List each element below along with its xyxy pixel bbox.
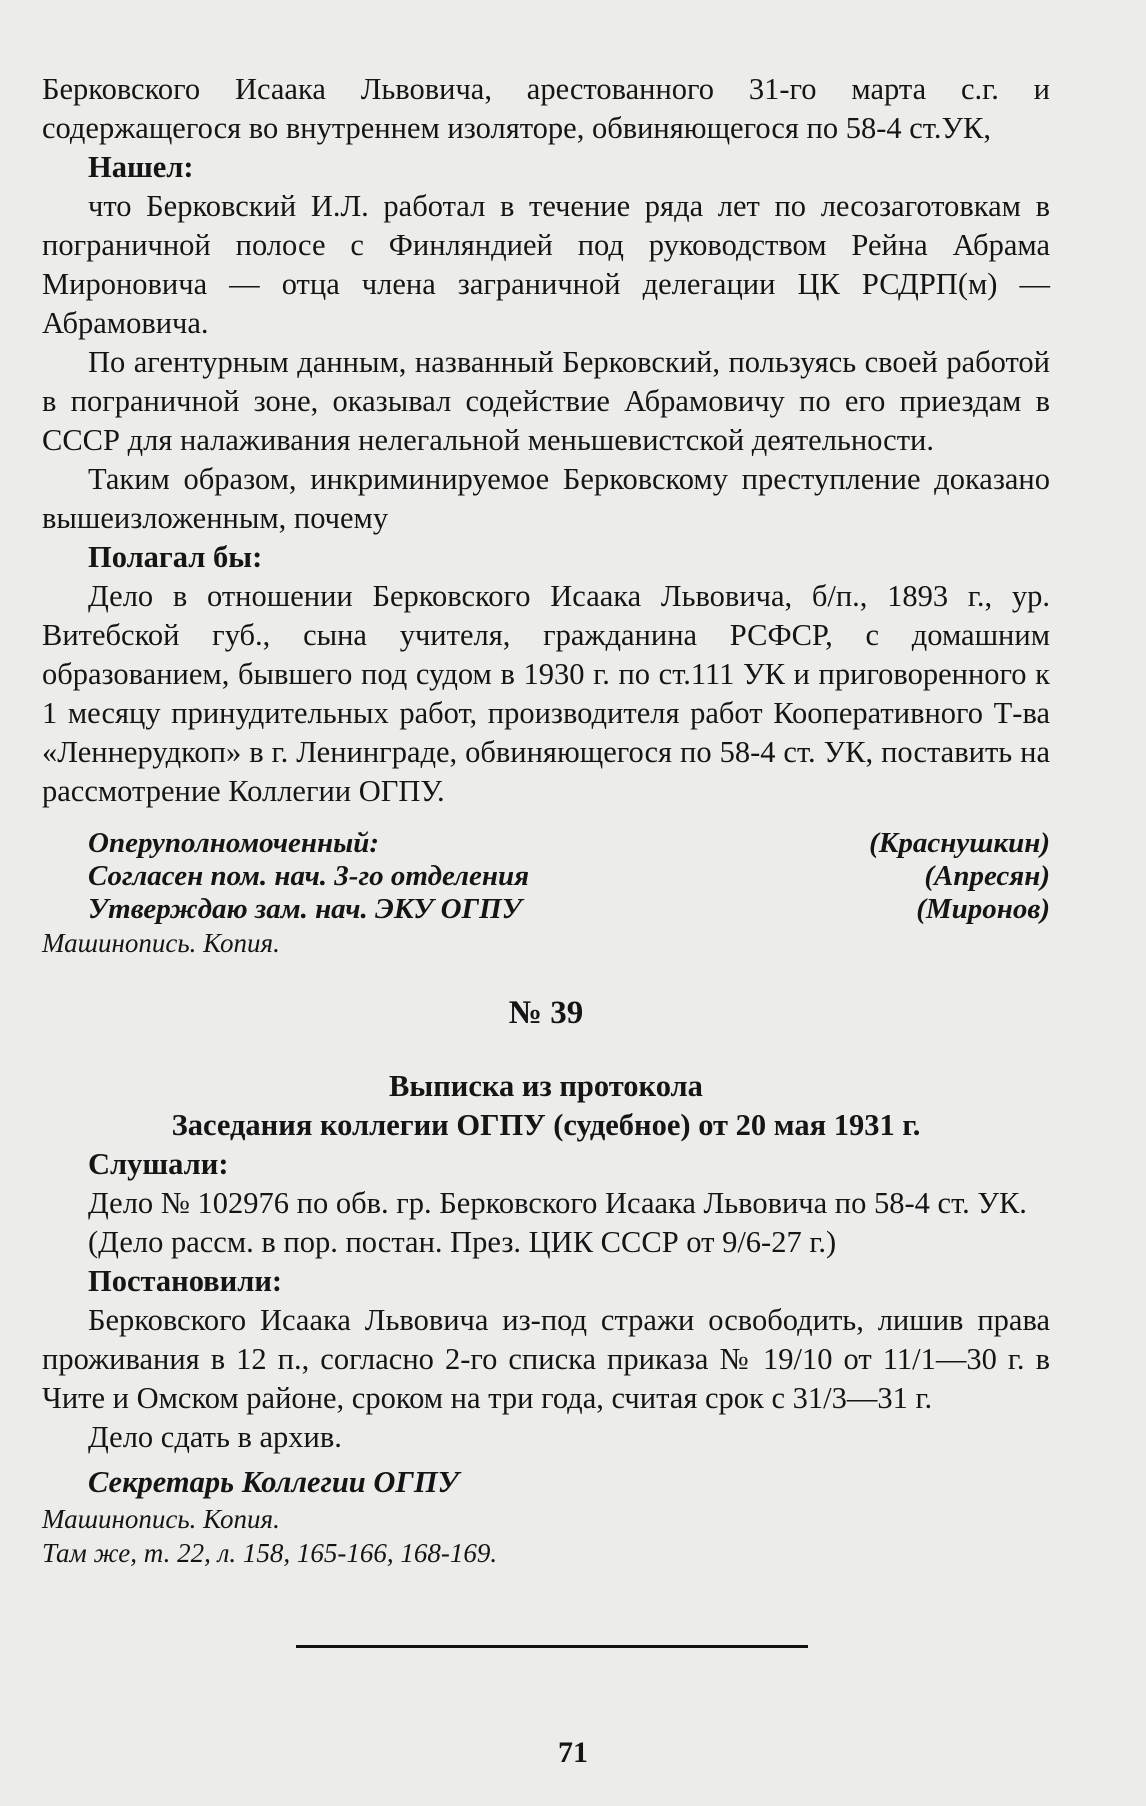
heard-label: Слушали: (88, 1147, 229, 1181)
heard-note: (Дело рассм. в пор. постан. През. ЦИК СССР от 9/6-27 г.) (88, 1225, 837, 1259)
signature-title: Утверждаю зам. нач. ЭКУ ОГПУ (88, 893, 522, 925)
proved-paragraph: Таким образом, инкриминируемое Берковскому преступление доказано вышеизложенным, почему (42, 462, 1050, 535)
proposed-paragraph: Дело в отношении Берковского Исаака Львовича, б/п., 1893 г., ур. Витебской губ., сына учителя, гражданина РСФСР, с домашним образованием, бывшего под судом в 1930 г. по ст.111 УК и приговоренного к 1 месяцу принудительных работ, производителя работ Кооперативного Т-ва «Леннерудкоп» в г. Ленинграде, обвиняющегося по 58-4 ст. УК, поставить на рассмотрение Коллегии ОГПУ. (42, 579, 1050, 808)
signature-title: Согласен пом. нач. 3-го отделения (88, 860, 530, 892)
signature-name: (Миронов) (916, 893, 1050, 925)
session-heading: Заседания коллегии ОГПУ (судебное) от 20 мая 1931 г. (171, 1108, 921, 1142)
signature-block (42, 827, 1050, 926)
signature-title: Оперуполномоченный: (88, 827, 380, 859)
archive-paragraph: Дело сдать в архив. (88, 1420, 342, 1454)
typescript-note: Машинопись. Копия. (42, 928, 280, 958)
signature-row (42, 827, 1050, 860)
typescript-note-2: Машинопись. Копия. (42, 1504, 280, 1534)
intro-paragraph: Берковского Исаака Львовича, арестованного 31-го марта с.г. и содержащегося во внутреннем изоляторе, обвиняющегося по 58-4 ст.УК, (42, 72, 1050, 145)
signature-name: (Краснушкин) (869, 827, 1050, 859)
signature-row (42, 860, 1050, 893)
found-label: Нашел: (88, 150, 194, 184)
protocol-heading: Выписка из протокола (389, 1069, 703, 1103)
document-number: № 39 (508, 995, 584, 1031)
proposed-label: Полагал бы: (88, 540, 263, 574)
signature-row (42, 893, 1050, 926)
secretary-signature: Секретарь Коллегии ОГПУ (88, 1465, 459, 1499)
signature-name: (Апресян) (924, 860, 1050, 892)
resolved-paragraph: Берковского Исаака Львовича из-под стражи освободить, лишив права проживания в 12 п., согласно 2-го списка приказа № 19/10 от 11/1—30 г. в Чите и Омском районе, сроком на три года, считая срок с 31/3—31 г. (42, 1303, 1050, 1415)
resolved-label: Постановили: (88, 1264, 283, 1298)
document-body (42, 70, 1050, 1570)
found-paragraph: что Берковский И.Л. работал в течение ряда лет по лесозаготовкам в пограничной полосе с Финляндией под руководством Рейна Абрама Мироновича — отца члена заграничной делегации ЦК РСДРП(м) — Абрамовича. (42, 189, 1050, 340)
page-number: 71 (558, 1736, 588, 1769)
source-reference: Там же, т. 22, л. 158, 165-166, 168-169. (42, 1538, 498, 1568)
footer-rule (296, 1645, 808, 1648)
heard-paragraph: Дело № 102976 по обв. гр. Берковского Исаака Львовича по 58-4 ст. УК. (88, 1186, 1027, 1220)
agent-paragraph: По агентурным данным, названный Берковский, пользуясь своей работой в пограничной зоне, оказывал содействие Абрамовичу по его приездам в СССР для налаживания нелегальной меньшевистской деятельности. (42, 345, 1050, 457)
